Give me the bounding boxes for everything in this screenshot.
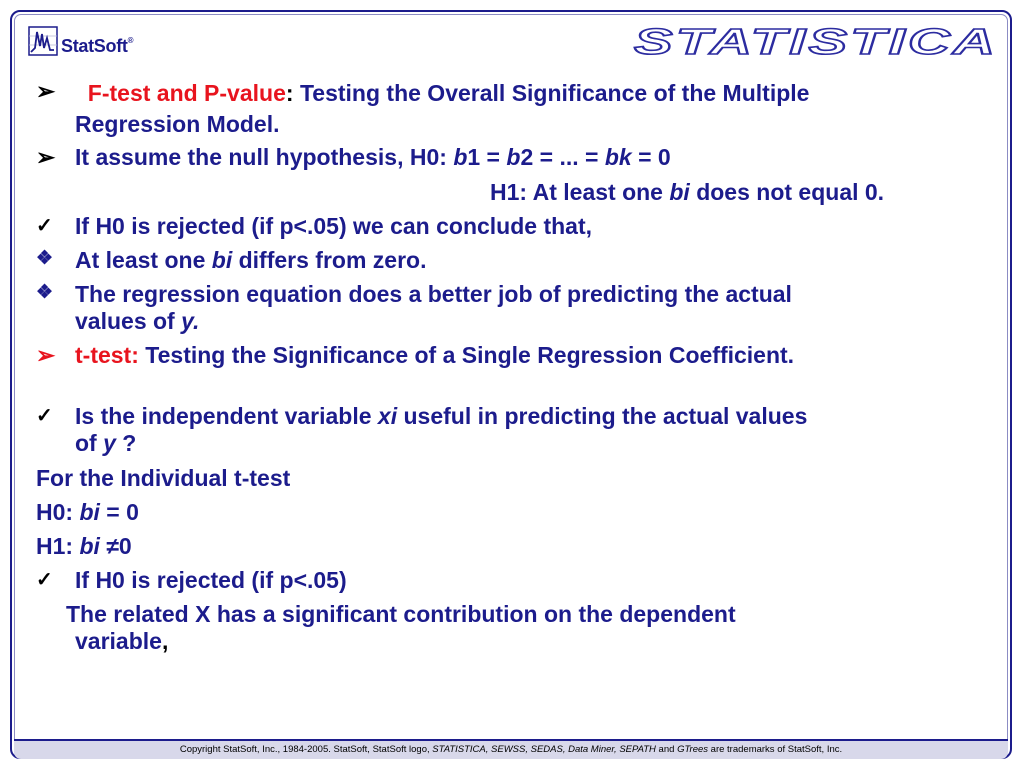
logo-text: StatSoft® bbox=[61, 36, 134, 56]
f-test-bullet: F-test and P-value: Testing the Overall Significance of the Multiple bbox=[87, 80, 810, 106]
check-bullet-icon: ✓ bbox=[36, 569, 53, 591]
significant-contribution-line: The related X has a significant contribution on the dependent bbox=[66, 601, 736, 627]
check-bullet-icon: ✓ bbox=[36, 215, 53, 237]
check-bullet-icon: ✓ bbox=[36, 405, 53, 427]
svg-text:STATISTICA: STATISTICA bbox=[634, 21, 998, 62]
diamond-bullet-icon: ❖ bbox=[36, 248, 54, 269]
h1-line: H1: bi ≠0 bbox=[36, 533, 132, 559]
regression-equation-line-cont: values of y. bbox=[75, 308, 200, 334]
regression-equation-line: The regression equation does a better job of predicting the actual bbox=[75, 281, 792, 307]
arrow-bullet-icon: ➢ bbox=[36, 78, 56, 104]
t-test-bullet: t-test: Testing the Significance of a Single Regression Coefficient. bbox=[75, 342, 795, 368]
independent-variable-line: Is the independent variable xi useful in predicting the actual values bbox=[75, 403, 808, 429]
h0-line: H0: bi = 0 bbox=[36, 499, 139, 525]
independent-variable-line-cont: of y ? bbox=[75, 430, 137, 456]
arrow-bullet-icon: ➢ bbox=[36, 144, 56, 170]
copyright-footer: Copyright StatSoft, Inc., 1984-2005. StatSoft, StatSoft logo, STATISTICA, SEWSS, SEDAS, Data Miner, SEPATH and GTrees are trademarks of StatSoft, Inc. bbox=[14, 739, 1008, 759]
diamond-bullet-icon: ❖ bbox=[36, 282, 54, 303]
f-test-bullet-cont: Regression Model. bbox=[75, 111, 280, 137]
null-hypothesis-line: It assume the null hypothesis, H0: b1 = b2 = ... = bk = 0 bbox=[75, 144, 671, 170]
individual-t-test-heading: For the Individual t-test bbox=[36, 465, 291, 491]
reject-h0-t-test-line: If H0 is rejected (if p<.05) bbox=[75, 567, 347, 593]
at-least-one-line: At least one bi differs from zero. bbox=[75, 247, 427, 273]
significant-contribution-line-cont: variable, bbox=[75, 628, 169, 654]
alternative-hypothesis-line: H1: At least one bi does not equal 0. bbox=[490, 179, 885, 205]
reject-h0-line: If H0 is rejected (if p<.05) we can conclude that, bbox=[75, 213, 593, 239]
arrow-bullet-icon: ➢ bbox=[36, 342, 56, 368]
